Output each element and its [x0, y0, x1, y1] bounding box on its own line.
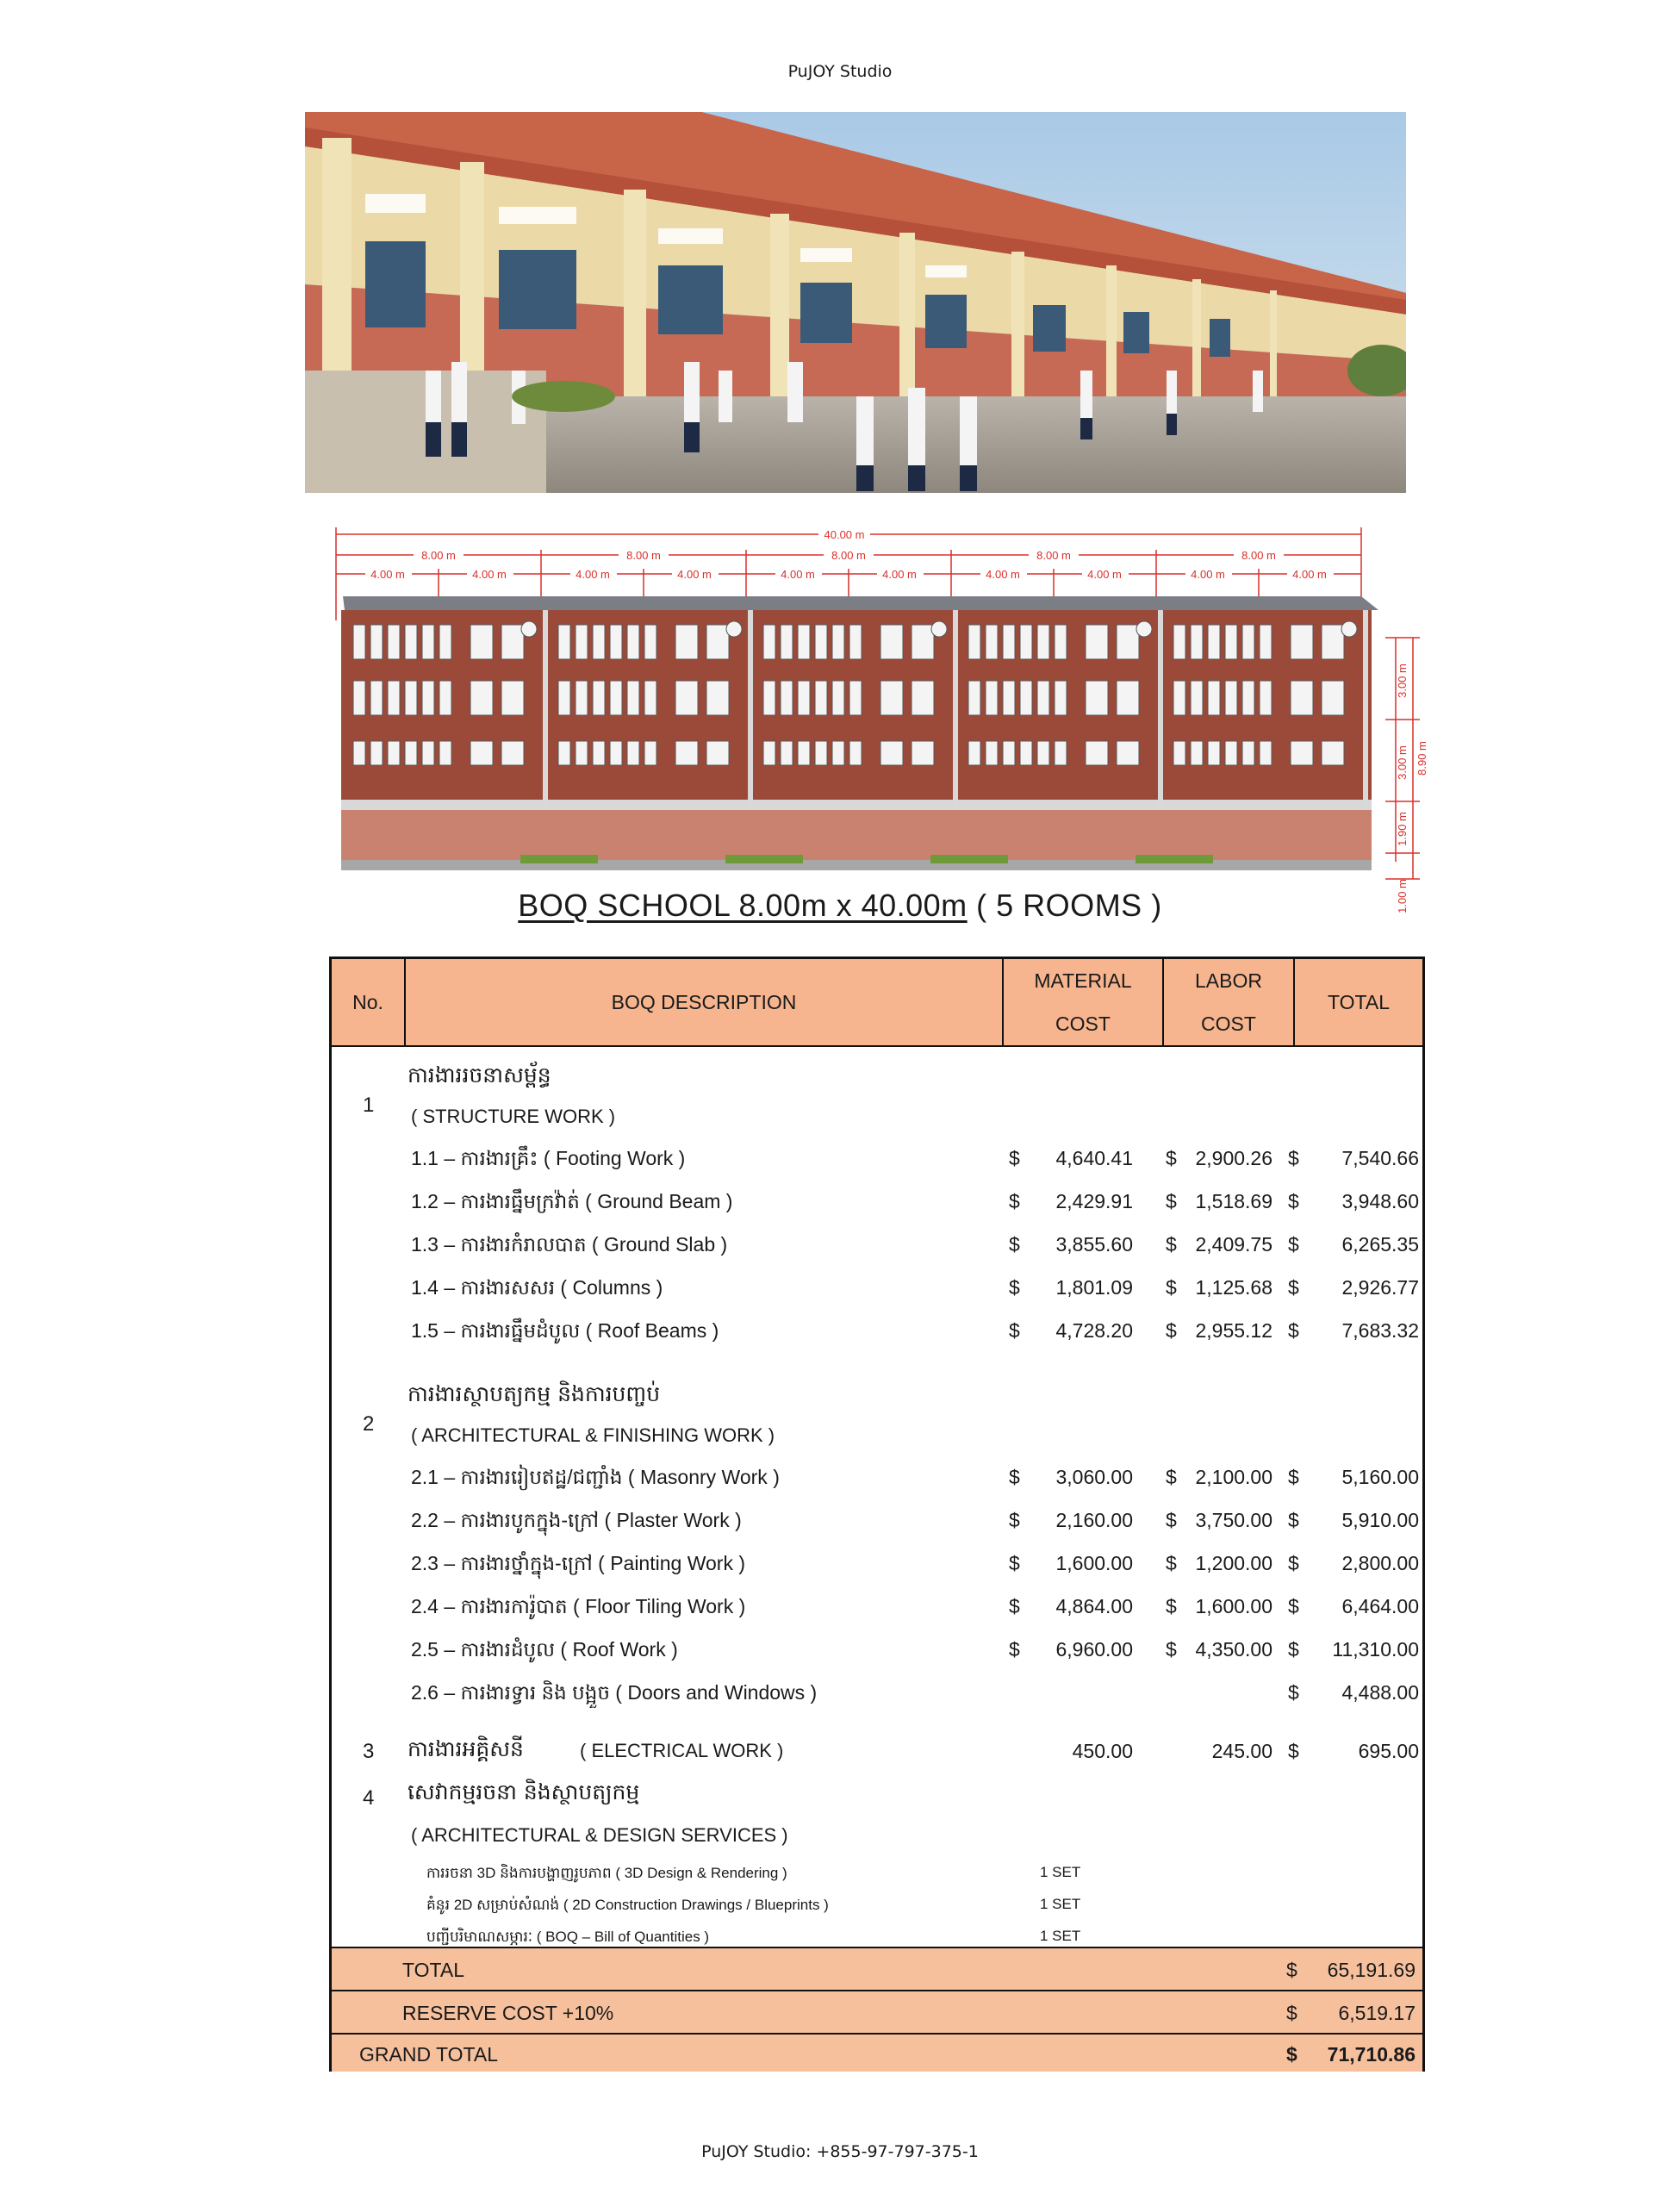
summary-grand-label: GRAND TOTAL	[359, 2043, 499, 2066]
header-total: TOTAL	[1295, 959, 1422, 1045]
total-currency: $	[1288, 1681, 1299, 1704]
material-cost: 3,855.60	[1055, 1233, 1133, 1256]
summary-total-currency: $	[1286, 1959, 1297, 1981]
labor-cost: 2,955.12	[1195, 1319, 1272, 1342]
material-cost: 4,728.20	[1055, 1319, 1133, 1342]
service-item-qty: 1 SET	[1040, 1928, 1081, 1944]
total-currency: $	[1288, 1552, 1299, 1574]
total-cost: 3,948.60	[1341, 1190, 1419, 1212]
total-cost: 2,926.77	[1341, 1276, 1419, 1299]
total-cost: 5,160.00	[1341, 1466, 1419, 1488]
dim-total-height: 8.90 m	[1416, 741, 1428, 776]
material-cost: 2,160.00	[1055, 1509, 1133, 1531]
header-description: BOQ DESCRIPTION	[406, 959, 1004, 1045]
school-photo-illustration	[305, 112, 1406, 493]
dim-half-2: 4.00 m	[472, 568, 507, 581]
dim-total-width: 40.00 m	[824, 528, 865, 541]
material-currency: $	[1009, 1319, 1020, 1342]
dim-half-5: 4.00 m	[781, 568, 815, 581]
section-title-khmer: ការងាររចនាសម្ព័ន្ធ	[408, 1062, 551, 1087]
labor-currency: $	[1166, 1147, 1177, 1169]
summary-reserve-label: RESERVE COST +10%	[402, 2002, 614, 2024]
line-item-label: 2.4 – ការងារការ៉ូបាត ( Floor Tiling Work )	[411, 1595, 746, 1617]
line-item-label: 2.2 – ការងារបូកក្នុង-ក្រៅ ( Plaster Work )	[411, 1509, 742, 1531]
section-number: 2	[363, 1412, 375, 1436]
service-item-label: គំនូរ 2D សម្រាប់សំណង់ ( 2D Construction Drawings / Blueprints )	[426, 1897, 829, 1913]
total-currency: $	[1288, 1233, 1299, 1256]
material-cost: 6,960.00	[1055, 1638, 1133, 1661]
dim-module-5: 8.00 m	[1241, 549, 1276, 562]
section-number: 3	[363, 1740, 375, 1763]
labor-currency: $	[1166, 1466, 1177, 1488]
total-currency: $	[1288, 1276, 1299, 1299]
total-cost: 7,683.32	[1341, 1319, 1419, 1342]
labor-currency: $	[1166, 1509, 1177, 1531]
material-cost: 1,600.00	[1055, 1552, 1133, 1574]
labor-currency: $	[1166, 1638, 1177, 1661]
total-cost: 2,800.00	[1341, 1552, 1419, 1574]
section-number: 4	[363, 1786, 375, 1810]
material-currency: $	[1009, 1638, 1020, 1661]
header-no: No.	[332, 959, 406, 1045]
dim-half-10: 4.00 m	[1292, 568, 1327, 581]
line-item-label: 1.1 – ការងារគ្រឹះ ( Footing Work )	[411, 1147, 686, 1169]
line-item-label: 2.1 – ការងាររៀបឥដ្ឋ/ជញ្ជាំង ( Masonry Work )	[411, 1466, 780, 1488]
header-material-cost: MATERIAL COST	[1004, 959, 1164, 1045]
dim-half-4: 4.00 m	[677, 568, 712, 581]
material-currency: $	[1009, 1595, 1020, 1617]
total-cost: 4,488.00	[1341, 1681, 1419, 1704]
dim-half-8: 4.00 m	[1087, 568, 1122, 581]
dim-half-1: 4.00 m	[370, 568, 405, 581]
line-item-label: 1.2 – ការងារធ្នឹមក្រវ៉ាត់ ( Ground Beam )	[411, 1190, 733, 1212]
dim-half-3: 4.00 m	[576, 568, 610, 581]
dim-half-6: 4.00 m	[882, 568, 917, 581]
labor-cost: 2,100.00	[1195, 1466, 1272, 1488]
service-item-label: ការរចនា 3D និងការបង្ហាញរូបភាព ( 3D Design & Rendering )	[426, 1865, 787, 1881]
labor-cost: 2,900.26	[1195, 1147, 1272, 1169]
line-item-label: 1.4 – ការងារសសរ ( Columns )	[411, 1276, 663, 1299]
section-title-khmer: ការងារអគ្គិសនី	[408, 1736, 524, 1761]
dim-module-1: 8.00 m	[421, 549, 456, 562]
total-cost: 6,265.35	[1341, 1233, 1419, 1256]
page-footer: PuJOY Studio: +855-97-797-375-1	[701, 2142, 979, 2161]
summary-grand-currency: $	[1286, 2043, 1297, 2066]
material-currency: $	[1009, 1466, 1020, 1488]
service-item-label: បញ្ជីបរិមាណសម្ភារៈ ( BOQ – Bill of Quantities )	[426, 1929, 710, 1945]
elevation-svg	[327, 517, 1447, 913]
boq-title	[0, 888, 1680, 924]
total-cost: 5,910.00	[1341, 1509, 1419, 1531]
service-item-qty: 1 SET	[1040, 1864, 1081, 1880]
labor-cost: 1,518.69	[1195, 1190, 1272, 1212]
total-cost: 7,540.66	[1341, 1147, 1419, 1169]
summary-reserve-row	[332, 1990, 1422, 2033]
labor-cost: 1,200.00	[1195, 1552, 1272, 1574]
material-cost: 450.00	[1072, 1740, 1133, 1762]
page-header: PuJOY Studio	[787, 62, 893, 81]
total-currency: $	[1288, 1595, 1299, 1617]
boq-table	[329, 957, 1425, 2072]
total-currency: $	[1288, 1509, 1299, 1531]
labor-currency: $	[1166, 1319, 1177, 1342]
total-cost: 695.00	[1358, 1740, 1419, 1762]
total-currency: $	[1288, 1147, 1299, 1169]
dim-half-7: 4.00 m	[986, 568, 1020, 581]
line-item-label: 2.6 – ការងារទ្វារ និង បង្អួច ( Doors and Windows )	[411, 1681, 818, 1704]
section-title-english: ( ARCHITECTURAL & DESIGN SERVICES )	[411, 1824, 788, 1846]
summary-reserve-currency: $	[1286, 2002, 1297, 2024]
school-building-photo	[305, 112, 1406, 493]
dim-module-3: 8.00 m	[831, 549, 866, 562]
labor-cost: 1,125.68	[1195, 1276, 1272, 1299]
labor-currency: $	[1166, 1276, 1177, 1299]
section-title-english: ( ELECTRICAL WORK )	[580, 1740, 784, 1761]
labor-cost: 245.00	[1211, 1740, 1272, 1762]
labor-cost: 3,750.00	[1195, 1509, 1272, 1531]
section-title-khmer: សេវាកម្មរចនា និងស្ថាបត្យកម្ម	[408, 1779, 640, 1804]
total-currency: $	[1288, 1190, 1299, 1212]
total-cost: 6,464.00	[1341, 1595, 1419, 1617]
total-currency: $	[1288, 1740, 1299, 1762]
section-number: 1	[363, 1094, 375, 1117]
summary-total-row	[332, 1947, 1422, 1990]
dim-height-3: 1.90 m	[1396, 812, 1409, 846]
summary-total-label: TOTAL	[402, 1959, 464, 1981]
summary-grand-value: 71,710.86	[1327, 2043, 1416, 2066]
service-item-qty: 1 SET	[1040, 1896, 1081, 1912]
labor-currency: $	[1166, 1233, 1177, 1256]
material-cost: 2,429.91	[1055, 1190, 1133, 1212]
dim-height-4: 1.00 m	[1396, 879, 1409, 913]
material-currency: $	[1009, 1552, 1020, 1574]
labor-cost: 4,350.00	[1195, 1638, 1272, 1661]
total-currency: $	[1288, 1319, 1299, 1342]
header-labor-cost: LABOR COST	[1164, 959, 1295, 1045]
labor-currency: $	[1166, 1595, 1177, 1617]
material-currency: $	[1009, 1509, 1020, 1531]
line-item-label: 1.5 – ការងារធ្នឹមដំបូល ( Roof Beams )	[411, 1319, 719, 1342]
labor-currency: $	[1166, 1190, 1177, 1212]
material-cost: 3,060.00	[1055, 1466, 1133, 1488]
line-item-label: 2.5 – ការងារដំបូល ( Roof Work )	[411, 1638, 678, 1661]
summary-grand-row	[332, 2033, 1422, 2072]
section-title-english: ( STRUCTURE WORK )	[411, 1106, 616, 1127]
material-currency: $	[1009, 1147, 1020, 1169]
boq-title-main: BOQ SCHOOL 8.00m x 40.00m	[518, 888, 968, 923]
material-currency: $	[1009, 1276, 1020, 1299]
dim-height-1: 3.00 m	[1396, 664, 1409, 698]
material-cost: 4,864.00	[1055, 1595, 1133, 1617]
summary-total-value: 65,191.69	[1327, 1959, 1416, 1981]
dim-module-2: 8.00 m	[626, 549, 661, 562]
dim-height-2: 3.00 m	[1396, 745, 1409, 780]
line-item-label: 1.3 – ការងារកំរាលបាត ( Ground Slab )	[411, 1233, 728, 1256]
section-title-english: ( ARCHITECTURAL & FINISHING WORK )	[411, 1424, 775, 1446]
total-currency: $	[1288, 1638, 1299, 1661]
dim-module-4: 8.00 m	[1036, 549, 1071, 562]
dim-half-9: 4.00 m	[1191, 568, 1225, 581]
labor-cost: 1,600.00	[1195, 1595, 1272, 1617]
section-title-khmer: ការងារស្ថាបត្យកម្ម និងការបញ្ចប់	[408, 1381, 661, 1406]
total-cost: 11,310.00	[1332, 1638, 1419, 1661]
boq-title-rooms: ( 5 ROOMS )	[976, 888, 1162, 923]
summary-reserve-value: 6,519.17	[1338, 2002, 1416, 2024]
labor-currency: $	[1166, 1552, 1177, 1574]
school-elevation-drawing	[327, 517, 1447, 913]
line-item-label: 2.3 – ការងារថ្នាំក្នុង-ក្រៅ ( Painting Work )	[411, 1552, 745, 1574]
labor-cost: 2,409.75	[1195, 1233, 1272, 1256]
material-currency: $	[1009, 1233, 1020, 1256]
total-currency: $	[1288, 1466, 1299, 1488]
material-cost: 4,640.41	[1055, 1147, 1133, 1169]
material-cost: 1,801.09	[1055, 1276, 1133, 1299]
material-currency: $	[1009, 1190, 1020, 1212]
